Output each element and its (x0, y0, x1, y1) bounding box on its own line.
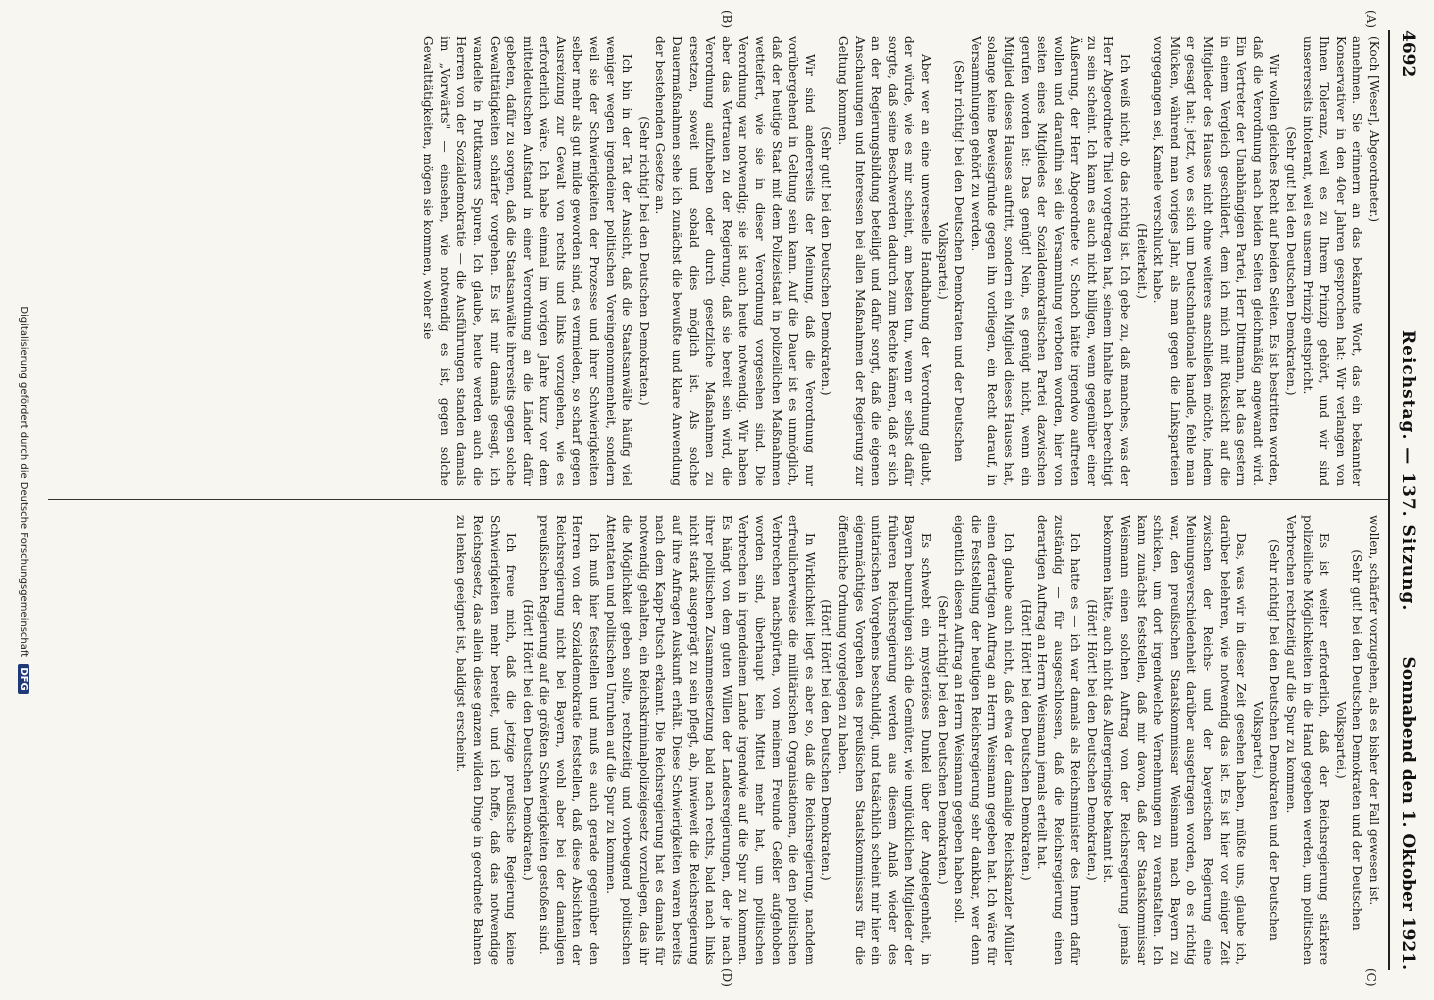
body-paragraph: Wir wollen gleiches Recht auf beiden Seiten. Es ist bestritten worden, daß die Verordnung nach beiden Seiten gleichmäßig angewandt wird. Ein Vertreter der Unabhängigen Partei, Herr Dittmann, hat das gestern in einem Vergleich geschildert, dem ich mich mit Rücksicht auf die Mitglieder des Hauses nicht ohne weiteres anschließen möchte, indem er gesagt hat: jetzt, wo es sich um Deutschnationale handle, fehle man Mücken, während man voriges Jahr, als man gegen die Linksparteien vorgegangen sei, Kamele verschluckt habe. (1151, 36, 1282, 486)
page-number: 4692 (1398, 30, 1418, 78)
interjection-text: (Sehr gut! bei den Deutschen Demokraten.) (819, 126, 834, 396)
footer-text: Digitalisierung gefördert durch die Deutsche Forschungsgemeinschaft (18, 306, 29, 658)
body-paragraph: In Wirklichkeit liegt es aber so, daß die Reichsregierung, nachdem erfreulicherweise die militärischen Organisationen, die den politischen Verbrechen nachspürten, von meinem Freunde Geßler aufgehoben worden sind, überhaupt kein Mittel mehr hat, um politischen Verbrechen in irgendeinem Lande irgendwie auf die Spur zu kommen. Es hängt von dem guten Willen der Landesregierungen, der je nach ihrer politischen Zusammensetzung bald nach rechts, bald nach links nicht stark ausgeprägt zu sein pflegt, ab, inwieweit die Reichsregierung auf ihre Anfragen Auskunft erhält. Diese Schwierigkeiten waren bereits nach dem Kapp-Putsch erkannt. Die Reichsregierung hat es damals für notwendig gehalten, ein Reichskriminalpolizeigesetz vorzulegen, das ihr die Möglichkeit geben sollte, rechtzeitig und vorbeugend politischen Attentaten und politischen Unruhen auf die Spur zu kommen. (603, 515, 817, 965)
interjection-text: (Hört! Hört! bei den Deutschen Demokraten.) (1084, 599, 1099, 881)
page-header (1390, 30, 1420, 970)
dfg-logo: DFG (18, 664, 29, 693)
body-paragraph: Das, was wir in dieser Zeit gesehen haben, müßte uns, glaube ich, darüber belehren, wie notwendig das ist. Es ist hier vor einiger Zeit zwischen der Reichs- und der bayerischen Regierung eine Meinungsverschiedenheit darüber ausgetragen worden, ob es richtig war, den preußischen Staatskommissar Weismann nach Bayern zu schicken, um dort irgendwelche Vernehmungen zu veranstalten. Ich kann zunächst feststellen, daß mir davon, daß der Staatskommissar Weismann einen solchen Auftrag von der Reichsregierung jemals bekommen hätte, auch nicht das Allergeringste bekannt ist. (1101, 515, 1249, 965)
margin-marker-a: (A) (1364, 10, 1378, 29)
body-paragraph: wollen, schärfer vorzugehen, als es bisher der Fall gewesen ist. (1367, 515, 1381, 906)
interjection-text: (Sehr richtig! bei den Deutschen Demokraten und der Deutschen Volkspartei.) (935, 60, 967, 462)
body-paragraph: (Koch [Weser], Abgeordneter.) (1367, 36, 1381, 223)
interjection-text: (Sehr gut! bei den Deutschen Demokraten.) (1284, 126, 1299, 396)
margin-marker-d: (D) (720, 968, 734, 987)
body-paragraph: Wir sind andererseits der Meinung, daß die Verordnung nur vorübergehend in Geltung sein kann. Auf die Dauer ist es unmöglich, daß der heutige Staat mit dem Polizeistaat in polizeilichen Maßnahmen wetteifert, wie sie in dieser Verordnung vorgesehen sind. Die Verordnung war notwendig; sie ist auch heute notwendig. Wir haben aber das Vertrauen zu der Regierung, daß sie bereit sein wird, die Verordnung aufzuheben oder durch gesetzliche Maßnahmen zu ersetzen, soweit und sobald dies möglich ist. Als solche Dauermaßnahmen sehe ich zunächst die bewußte und klare Anwendung der bestehenden Gesetze an. (653, 36, 817, 486)
body-paragraph: annehmen. Sie erinnern an das bekannte Wort, das ein bekannter Konservativer in den 40er Jahren gesprochen hat: Wir verlangen von Ihnen Toleranz, weil es zu Ihrem Prinzip gehört, und wir sind unsererseits intolerant, weil es unserm Prinzip entspricht. (1300, 36, 1365, 486)
interjection-text: (Sehr richtig! bei den Deutschen Demokraten und der Deutschen Volkspartei.) (1250, 539, 1282, 941)
body-paragraph: Ich bin in der Tat der Ansicht, daß die Staatsanwälte häufig viel weniger wegen irgendeiner politischen Voreingenommenheit, sondern weil sie der Schwierigkeiten der Prozesse und ihrer Schwierigkeiten selber mehr als gut milde geworden sind, es vermieden, so scharf gegen Ausreizung zur Gewalt von rechts und links vorzugehen, wie es erforderlich wäre. Ich habe einmal im vorigen Jahre kurz vor dem mitteldeutschen Aufstand in einer Verordnung an die Länder dafür gebeten, dafür zu sorgen, daß die Staatsanwälte ihrerseits gegen solche Gewalttätigkeiten schärfer vorgehen. Es ist mir damals gesagt, ich wandelte in Puttkamers Spuren. Ich glaube, heute werden auch die Herren von der Sozialdemokratie — die Ausführungen standen damals im „Vorwärts" — einsehen, wie notwendig es ist, gegen solche Gewalttätigkeiten, mögen sie kommen, woher sie (421, 36, 635, 486)
body-paragraph: Aber wer an eine unverseelle Handhabung der Verordnung glaubt, der würde, wie es mir scheint, am besten tun, wenn er selbst dafür sorgte, daß seine Beschwerden dadurch zum Rechte kämen, daß er sich an der Regierungsbildung beteiligt und dafür sorgt, daß die eigenen Anschauungen und Interessen bei allen Maßnahmen der Regierung zur Geltung kommen. (836, 36, 933, 486)
right-text-column (453, 515, 1382, 965)
interjection-text: (Sehr richtig! bei den Deutschen Demokraten.) (935, 595, 950, 885)
margin-marker-b: (B) (720, 10, 734, 29)
interjection-text: (Hört! Hört! bei den Deutschen Demokraten.) (520, 599, 535, 881)
interjection-text: (Hört! Hört! bei den Deutschen Demokraten.) (819, 599, 834, 881)
interjection-text: (Sehr gut! bei den Deutschen Demokraten und der Deutschen Volkspartei.) (1333, 549, 1365, 931)
body-paragraph: Ich hatte es — ich war damals als Reichsminister des Innern dafür zuständig — für ausgeschlossen, daß die Reichsregierung einen derartigen Auftrag an Herrn Weismann jemals erteilt hat. (1035, 515, 1083, 965)
interjection-text: (Sehr richtig! bei den Deutschen Demokraten.) (636, 116, 651, 406)
body-paragraph: Ich muß hier feststellen und muß es auch gerade gegenüber den Herren von der Sozialdemokratie feststellen, daß diese Absichten der Reichsregierung nicht bei Bayern, wohl aber bei der damaligen preußischen Regierung auf die größten Schwierigkeiten gestoßen sind. (537, 515, 602, 965)
body-paragraph: Es schwebt ein mysteriöses Dunkel über der Angelegenheit, in Bayern beunruhigen sich die Gemüter, wie unglücklichen Mitglieder der früheren Reichsregierung werden aus diesem Anlaß wieder des unitarischen Vorgehens beschuldigt, und tatsächlich scheint mir hier ein eigenmächtiges Vorgehen des preußischen Staatskommissars für die öffentliche Ordnung vorgelegen zu haben. (836, 515, 933, 965)
body-paragraph: Ich freue mich, daß die jetzige preußische Regierung keine Schwierigkeiten mehr bereitet, und ich hoffe, daß das notwendige Reichsgesetz, das allein diese ganzen wilden Dinge in geordnete Bahnen zu lenken geeignet ist, baldigst erscheint. (454, 515, 519, 965)
left-text-column (420, 36, 1382, 486)
interjection-text: (Hört! Hört! bei den Deutschen Demokraten.) (1018, 599, 1033, 881)
digitization-footer (18, 0, 29, 1000)
body-paragraph: Es ist weiter erforderlich, daß der Reichsregierung stärkere polizeiliche Möglichkeiten in die Hand gegeben werden, um politischen Verbrechen rechtzeitig auf die Spur zu kommen. (1284, 515, 1332, 965)
body-paragraph: Ich glaube auch nicht, daß etwa der damalige Reichskanzler Müller einen derartigen Auftrag an Herrn Weismann gegeben hat. Ich wäre für die Feststellung der heutigen Reichsregierung sehr dankbar, wer denn eigentlich diesen Auftrag an Herrn Weismann gegeben haben soll. (952, 515, 1016, 965)
interjection-text: (Heiterkeit.) (1134, 223, 1149, 299)
page-title: Reichstag. — 137. Sitzung. (1398, 330, 1418, 612)
column-divider (48, 499, 1388, 500)
margin-marker-c: (C) (1364, 968, 1378, 987)
header-rule (1388, 30, 1390, 970)
page-date: Sonnabend den 1. Oktober 1921. (1398, 656, 1418, 970)
body-paragraph: Ich weiß nicht, ob das richtig ist. Ich gebe zu, daß manches, was der Herr Abgeordnete Thiel vorgetragen hat, seinem Inhalte nach berechtigt zu sein scheint. Ich kann es auch nicht billigen, wenn gegenüber einer Äußerung, der Herr Abgeordnete v. Schoch hätte irgendwo auftreten wollen und daraufhin sei die Versammlung verboten worden, hier von seiten eines Mitgliedes der Sozialdemokratischen Partei dazwischen gerufen worden ist: Das genügt! Nein, es genügt nicht, wenn ein Mitglied dieses Hauses auftritt, sondern ein Mitglied dieses Hauses hat, solange keine Beweisgründe gegen ihn vorliegen, ein Recht darauf, in Versammlungen gehört zu werden. (968, 36, 1133, 486)
